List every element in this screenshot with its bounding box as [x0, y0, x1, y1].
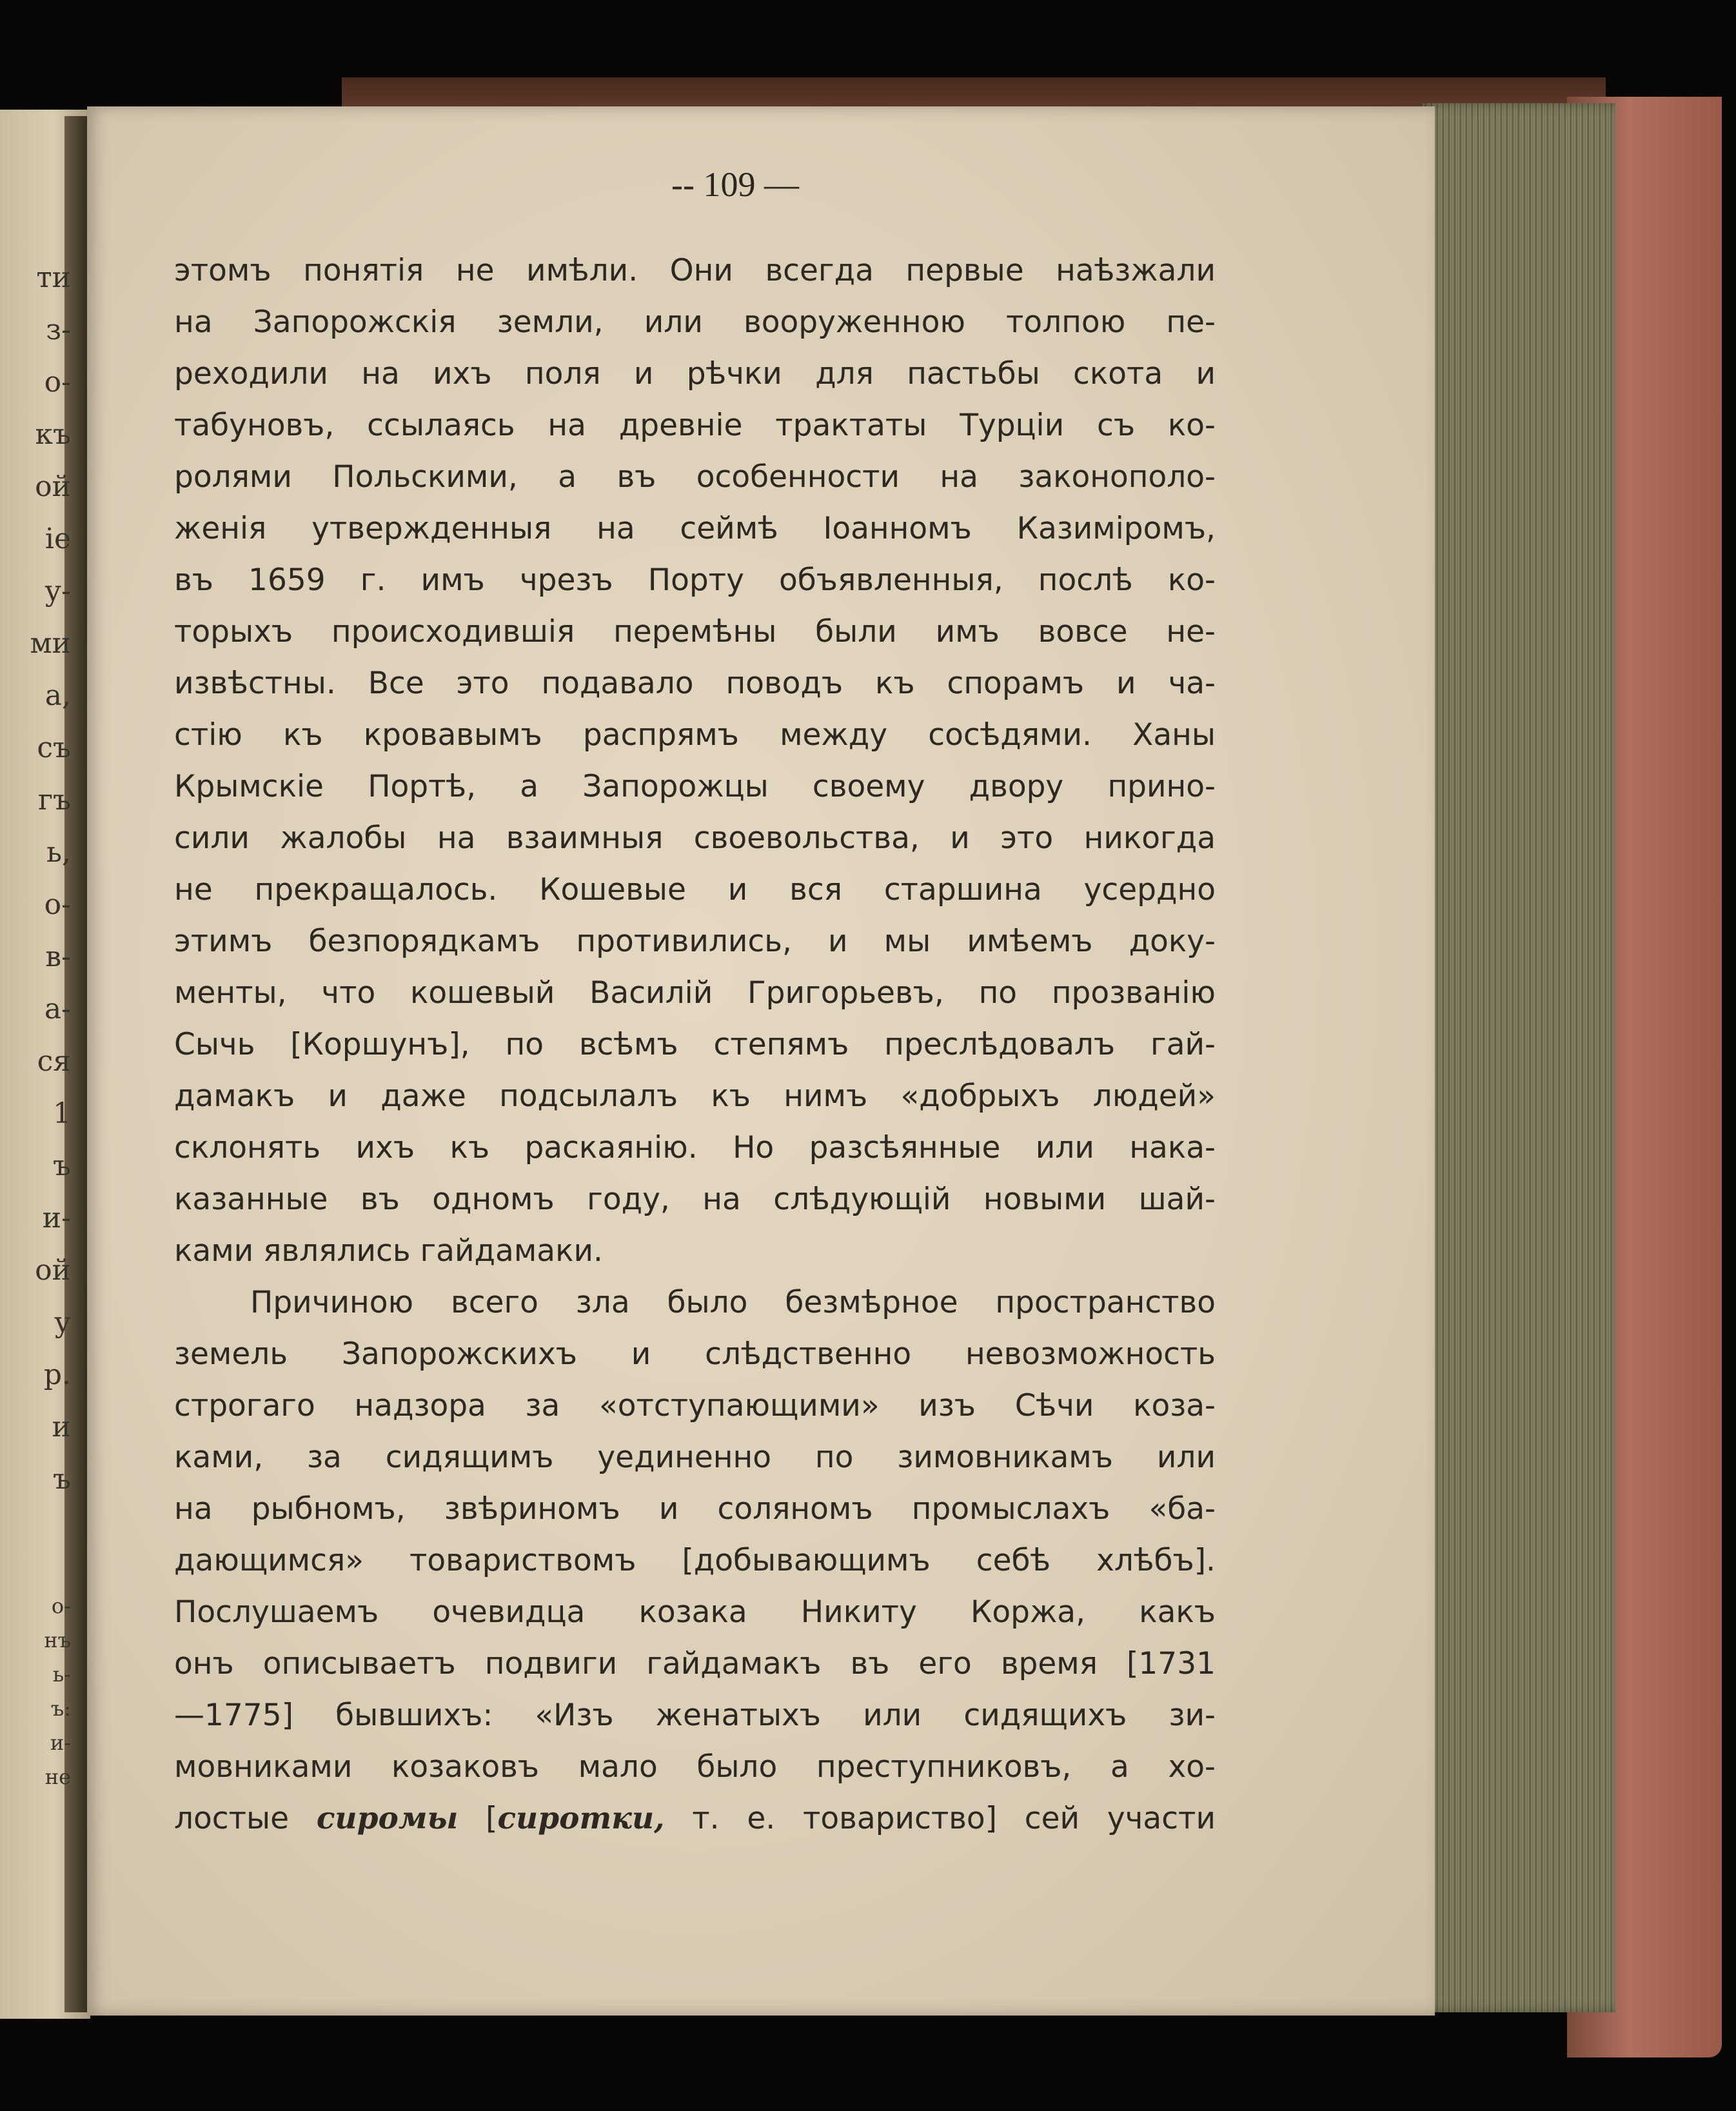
text-line: склонять ихъ къ раскаянію. Но разсѣянные или нака- [174, 1130, 1216, 1165]
left-fragment: къ [35, 418, 71, 451]
text-line: онъ описываетъ подвиги гайдамакъ въ его время [1731 [174, 1646, 1216, 1681]
left-fragment: ся [37, 1045, 71, 1078]
text-line: этомъ понятія не имѣли. Они всегда первые наѣзжали [174, 253, 1216, 288]
left-fragment: и- [50, 1730, 71, 1755]
text-line: извѣстны. Все это подавало поводъ къ спорамъ и ча- [174, 666, 1216, 701]
text-segment: т. е. товариство] сей участи [664, 1801, 1216, 1836]
text-line: на рыбномъ, звѣриномъ и соляномъ промыслахъ «ба- [174, 1491, 1216, 1527]
left-fragment: и [52, 1411, 71, 1443]
text-segment: [ [458, 1801, 498, 1836]
text-line: дающимся» товариствомъ [добывающимъ себѣ хлѣбъ]. [174, 1543, 1216, 1578]
left-fragment: нъ [44, 1628, 71, 1652]
text-line: менты, что кошевый Василій Григорьевъ, по прозванію [174, 975, 1216, 1011]
text-line: ками, за сидящимъ уединенно по зимовникамъ или [174, 1440, 1216, 1475]
left-fragment: ми [30, 627, 71, 660]
left-fragment: а- [44, 993, 71, 1026]
left-fragment: о- [44, 888, 71, 921]
text-line: реходили на ихъ поля и рѣчки для пастьбы скота и [174, 356, 1216, 391]
text-line: мовниками козаковъ мало было преступниковъ, а хо- [174, 1749, 1216, 1785]
text-line: Крымскіе Портѣ, а Запорожцы своему двору прино- [174, 769, 1216, 804]
left-fragment: іе [44, 522, 71, 555]
left-fragment: в- [45, 940, 71, 973]
text-line: этимъ безпорядкамъ противились, и мы имѣемъ доку- [174, 924, 1216, 959]
left-fragment: ъ: [50, 1696, 71, 1721]
italic-word: сиротки, [497, 1801, 665, 1836]
left-fragment: 1 [53, 1097, 71, 1130]
text-line: Причиною всего зла было безмѣрное пространство [250, 1285, 1216, 1320]
left-fragment: гъ [37, 784, 71, 817]
text-line: торыхъ происходившія перемѣны были имъ вовсе не- [174, 614, 1216, 649]
left-fragment: съ [37, 731, 71, 764]
left-page-text-fragments [0, 252, 71, 1794]
left-fragment: и- [42, 1202, 71, 1234]
left-fragment: не [44, 1765, 71, 1789]
text-line: сили жалобы на взаимныя своевольства, и это никогда [174, 820, 1216, 856]
left-fragment: ой [35, 1254, 71, 1287]
left-fragment: з- [46, 313, 71, 346]
text-line: въ 1659 г. имъ чрезъ Порту объявленныя, послѣ ко- [174, 562, 1216, 598]
text-line: ками являлись гайдамаки. [174, 1233, 603, 1269]
text-segment: лостые [174, 1801, 290, 1836]
left-fragment: у- [44, 575, 71, 608]
text-line: стію къ кровавымъ распрямъ между сосѣдями. Ханы [174, 717, 1216, 753]
text-line: дамакъ и даже подсылалъ къ нимъ «добрыхъ людей» [174, 1078, 1216, 1114]
text-line: казанные въ одномъ году, на слѣдующій новыми шай- [174, 1182, 1216, 1217]
text-line: земель Запорожскихъ и слѣдственно невозможность [174, 1336, 1216, 1372]
text-line: табуновъ, ссылаясь на древніе трактаты Турціи съ ко- [174, 408, 1216, 443]
text-line: женія утвержденныя на сеймѣ Іоанномъ Казиміромъ, [174, 511, 1216, 546]
left-fragment: о- [44, 366, 71, 399]
text-line: не прекращалось. Кошевые и вся старшина усердно [174, 872, 1216, 907]
text-line: ролями Польскими, а въ особенности на законополо- [174, 459, 1216, 495]
left-fragment: ти [36, 261, 71, 294]
text-line: —1775] бывшихъ: «Изъ женатыхъ или сидящихъ зи- [174, 1698, 1216, 1733]
italic-word: сиромы [316, 1801, 459, 1836]
left-fragment: ь, [46, 836, 71, 869]
left-fragment: а, [44, 679, 71, 712]
text-line-last [174, 1793, 1216, 1845]
left-fragment: ъ [53, 1463, 71, 1496]
left-fragment: о- [51, 1594, 71, 1618]
text-line: Послушаемъ очевидца козака Никиту Коржа, какъ [174, 1594, 1216, 1630]
left-fragment: ь- [52, 1662, 71, 1687]
text-line: строгаго надзора за «отступающими» изъ Сѣчи коза- [174, 1388, 1216, 1423]
text-line: Сычь [Коршунъ], по всѣмъ степямъ преслѣдовалъ гай- [174, 1027, 1216, 1062]
page-text [174, 245, 1216, 1845]
left-fragment: у [54, 1306, 71, 1339]
left-fragment: ой [35, 470, 71, 503]
left-fragment: ъ [53, 1149, 71, 1182]
page-number: -- 109 — [671, 165, 799, 204]
page-block-edge [1422, 103, 1615, 2012]
left-fragment: р. [43, 1358, 71, 1391]
text-line: на Запорожскія земли, или вооруженною толпою пе- [174, 304, 1216, 340]
